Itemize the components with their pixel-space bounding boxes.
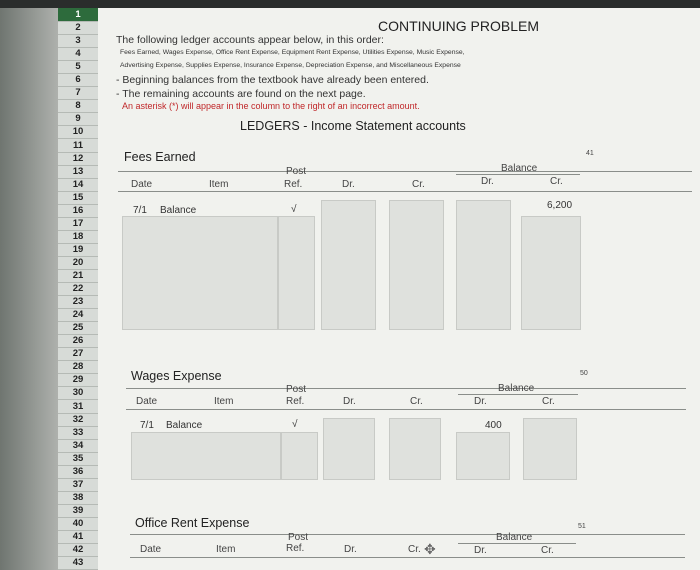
balance-header: Balance (501, 163, 538, 174)
balance-credit-header: Cr. (550, 176, 563, 187)
item-header: Item (209, 179, 229, 190)
item-header: Item (214, 396, 234, 407)
page-title: CONTINUING PROBLEM (378, 18, 540, 34)
row-header[interactable]: 39 (58, 504, 98, 518)
balance-debit-header: Dr. (481, 176, 494, 187)
row-header[interactable]: 42 (58, 543, 98, 557)
header-top-rule (118, 171, 692, 172)
plus-cursor-icon: ✥ (424, 541, 436, 557)
row-header[interactable]: 6 (58, 73, 98, 87)
row-header[interactable]: 34 (58, 439, 98, 453)
account-title: Office Rent Expense (135, 516, 250, 530)
row-header[interactable]: 15 (58, 191, 98, 205)
row-header[interactable]: 14 (58, 178, 98, 192)
balance-debit-cells[interactable] (456, 432, 510, 480)
account-number: 50 (580, 370, 588, 377)
row-header[interactable]: 29 (58, 373, 98, 387)
worksheet (98, 8, 700, 570)
beginning-date: 7/1 (133, 205, 147, 216)
row-header[interactable]: 41 (58, 530, 98, 544)
row-header[interactable]: 4 (58, 47, 98, 61)
row-header[interactable]: 1 (58, 8, 98, 22)
entry-debit-cells[interactable] (321, 200, 376, 330)
debit-header: Dr. (343, 396, 356, 407)
bullet-remaining-accounts: - The remaining accounts are found on the next page. (116, 88, 366, 100)
row-header[interactable]: 36 (58, 465, 98, 479)
window-top-bar (0, 0, 700, 8)
row-header[interactable]: 43 (58, 556, 98, 570)
entry-date-item-cells[interactable] (122, 216, 278, 330)
row-header[interactable]: 5 (58, 60, 98, 74)
balance-underline (458, 543, 576, 544)
row-header[interactable]: 2 (58, 21, 98, 35)
post-ref-check: √ (291, 204, 297, 215)
row-header[interactable]: 16 (58, 204, 98, 218)
entry-post-ref-cells[interactable] (278, 216, 315, 330)
row-header[interactable]: 3 (58, 34, 98, 48)
balance-credit-header: Cr. (542, 396, 555, 407)
balance-debit-cells[interactable] (456, 200, 511, 330)
debit-header: Dr. (342, 179, 355, 190)
row-header[interactable]: 7 (58, 86, 98, 100)
header-top-rule (126, 388, 686, 389)
credit-header: Cr. (408, 544, 421, 555)
asterisk-note: An asterisk (*) will appear in the column to the right of an incorrect amount. (122, 101, 420, 111)
ref-header: Ref. (286, 396, 305, 407)
ref-header: Ref. (284, 179, 303, 190)
row-header[interactable]: 23 (58, 295, 98, 309)
balance-debit-value: 400 (485, 420, 502, 431)
date-header: Date (136, 396, 158, 407)
row-header[interactable]: 12 (58, 152, 98, 166)
beginning-item: Balance (166, 420, 203, 431)
row-header[interactable]: 26 (58, 334, 98, 348)
header-bottom-rule (126, 409, 686, 410)
post-header: Post (286, 166, 307, 177)
balance-underline (458, 394, 578, 395)
row-header[interactable]: 21 (58, 269, 98, 283)
credit-header: Cr. (410, 396, 423, 407)
account-list-line-1: Fees Earned, Wages Expense, Office Rent Expense, Equipment Rent Expense, Utilities Expense, Music Expense, (120, 49, 465, 56)
ledgers-title: LEDGERS - Income Statement accounts (240, 119, 466, 133)
entry-debit-cells[interactable] (323, 418, 375, 480)
header-bottom-rule (130, 557, 685, 558)
account-title: Fees Earned (124, 150, 196, 164)
beginning-item: Balance (160, 205, 197, 216)
row-header[interactable]: 20 (58, 256, 98, 270)
row-header[interactable]: 37 (58, 478, 98, 492)
entry-post-ref-cells[interactable] (281, 432, 318, 480)
date-header: Date (140, 544, 162, 555)
balance-debit-header: Dr. (474, 396, 487, 407)
balance-credit-value: 6,200 (547, 200, 573, 211)
balance-header: Balance (496, 532, 533, 543)
intro-text: The following ledger accounts appear below, in this order: (116, 34, 384, 46)
entry-credit-cells[interactable] (389, 200, 444, 330)
balance-credit-cells[interactable] (521, 216, 581, 330)
post-header: Post (286, 384, 307, 395)
header-top-rule (130, 534, 685, 535)
row-header[interactable]: 30 (58, 386, 98, 400)
credit-header: Cr. (412, 179, 425, 190)
debit-header: Dr. (344, 544, 357, 555)
post-header: Post (288, 532, 309, 543)
balance-credit-header: Cr. (541, 545, 554, 556)
row-header[interactable]: 22 (58, 282, 98, 296)
row-header[interactable]: 35 (58, 452, 98, 466)
row-header[interactable]: 31 (58, 400, 98, 414)
row-header[interactable]: 9 (58, 112, 98, 126)
account-number: 41 (586, 150, 594, 157)
row-header[interactable]: 24 (58, 308, 98, 322)
header-bottom-rule (118, 191, 692, 192)
row-header[interactable]: 28 (58, 360, 98, 374)
row-header[interactable]: 27 (58, 347, 98, 361)
item-header: Item (216, 544, 236, 555)
account-number: 51 (578, 523, 586, 530)
ref-header: Ref. (286, 543, 305, 554)
account-title: Wages Expense (131, 369, 222, 383)
row-header[interactable]: 25 (58, 321, 98, 335)
balance-underline (456, 174, 580, 175)
entry-credit-cells[interactable] (389, 418, 441, 480)
left-margin (0, 8, 58, 570)
row-header-column (58, 8, 99, 570)
row-header[interactable]: 32 (58, 413, 98, 427)
row-header[interactable]: 10 (58, 125, 98, 139)
balance-debit-header: Dr. (474, 545, 487, 556)
row-header[interactable]: 17 (58, 217, 98, 231)
row-header[interactable]: 11 (58, 139, 98, 153)
row-header[interactable]: 18 (58, 230, 98, 244)
bullet-beginning-balances: - Beginning balances from the textbook have already been entered. (116, 74, 429, 86)
row-header[interactable]: 19 (58, 243, 98, 257)
post-ref-check: √ (292, 419, 298, 430)
row-header[interactable]: 13 (58, 165, 98, 179)
date-header: Date (131, 179, 153, 190)
row-header[interactable]: 8 (58, 99, 98, 113)
row-header[interactable]: 33 (58, 426, 98, 440)
beginning-date: 7/1 (140, 420, 154, 431)
balance-credit-cells[interactable] (523, 418, 577, 480)
row-header[interactable]: 38 (58, 491, 98, 505)
balance-header: Balance (498, 383, 535, 394)
account-list-line-2: Advertising Expense, Supplies Expense, Insurance Expense, Depreciation Expense, and Miscellaneous Expense (120, 62, 461, 69)
entry-date-item-cells[interactable] (131, 432, 281, 480)
row-header[interactable]: 40 (58, 517, 98, 531)
